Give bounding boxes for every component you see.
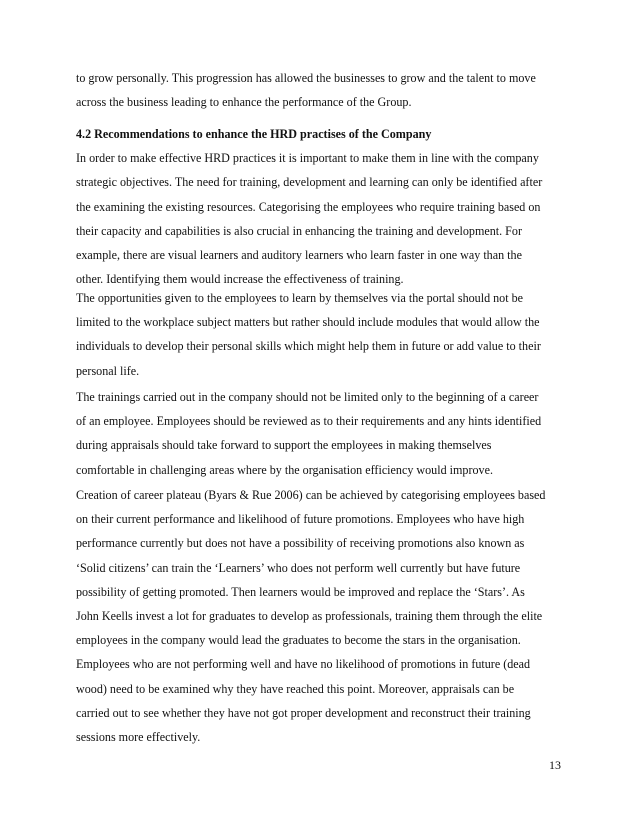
text-line: individuals to develop their personal skills which might help them in future or add value to their <box>76 339 541 354</box>
section-4-2 <box>76 122 568 291</box>
text-line: comfortable in challenging areas where by the organisation efficiency would improve. <box>76 462 493 477</box>
text-line: The trainings carried out in the company should not be limited only to the beginning of a career <box>76 390 539 404</box>
intro-paragraph <box>76 66 568 114</box>
text-line: carried out to see whether they have not got proper development and reconstruct their training <box>76 705 531 720</box>
text-line: possibility of getting promoted. Then learners would be improved and replace the ‘Stars’. As <box>76 584 525 599</box>
text-line: of an employee. Employees should be reviewed as to their requirements and any hints identified <box>76 414 542 429</box>
text-line: their capacity and capabilities is also crucial in enhancing the training and development. For <box>76 223 522 238</box>
paragraph-trainings <box>76 385 568 482</box>
text-line: Creation of career plateau (Byars & Rue 2006) can be achieved by categorising employees based <box>76 488 546 502</box>
text-line: performance currently but does not have a possibility of receiving promotions also known as <box>76 536 525 551</box>
page-number: 13 <box>549 758 561 772</box>
text-line: strategic objectives. The need for training, development and learning can only be identified after <box>76 175 543 190</box>
text-line: Employees who are not performing well and have no likelihood of promotions in future (dead <box>76 657 531 672</box>
section-heading: 4.2 Recommendations to enhance the HRD practises of the Company <box>76 127 432 141</box>
text-line: to grow personally. This progression has allowed the businesses to grow and the talent to move <box>76 71 536 85</box>
text-line: the examining the existing resources. Categorising the employees who require training based on <box>76 199 541 214</box>
text-line: personal life. <box>76 363 140 378</box>
text-line: other. Identifying them would increase the effectiveness of training. <box>76 272 404 287</box>
text-line: The opportunities given to the employees to learn by themselves via the portal should not be <box>76 291 524 305</box>
text-line: during appraisals should take forward to support the employees in making themselves <box>76 438 492 453</box>
paragraph-career-plateau <box>76 483 568 749</box>
text-line: on their current performance and likelihood of future promotions. Employees who have high <box>76 512 525 527</box>
text-line: ‘Solid citizens’ can train the ‘Learners’ who does not perform well currently but have future <box>76 560 521 575</box>
text-line: across the business leading to enhance the performance of the Group. <box>76 95 412 110</box>
paragraph-learning-portal <box>76 286 568 383</box>
text-line: sessions more effectively. <box>76 729 201 744</box>
text-line: In order to make effective HRD practices it is important to make them in line with the company <box>76 151 539 166</box>
text-line: example, there are visual learners and auditory learners who learn faster in one way than the <box>76 247 522 262</box>
text-line: John Keells invest a lot for graduates to develop as professionals, training them through the elite <box>76 608 543 623</box>
text-line: limited to the workplace subject matters but rather should include modules that would allow the <box>76 315 540 330</box>
text-line: wood) need to be examined why they have reached this point. Moreover, appraisals can be <box>76 681 515 696</box>
text-line: employees in the company would lead the graduates to become the stars in the organisation. <box>76 633 521 648</box>
